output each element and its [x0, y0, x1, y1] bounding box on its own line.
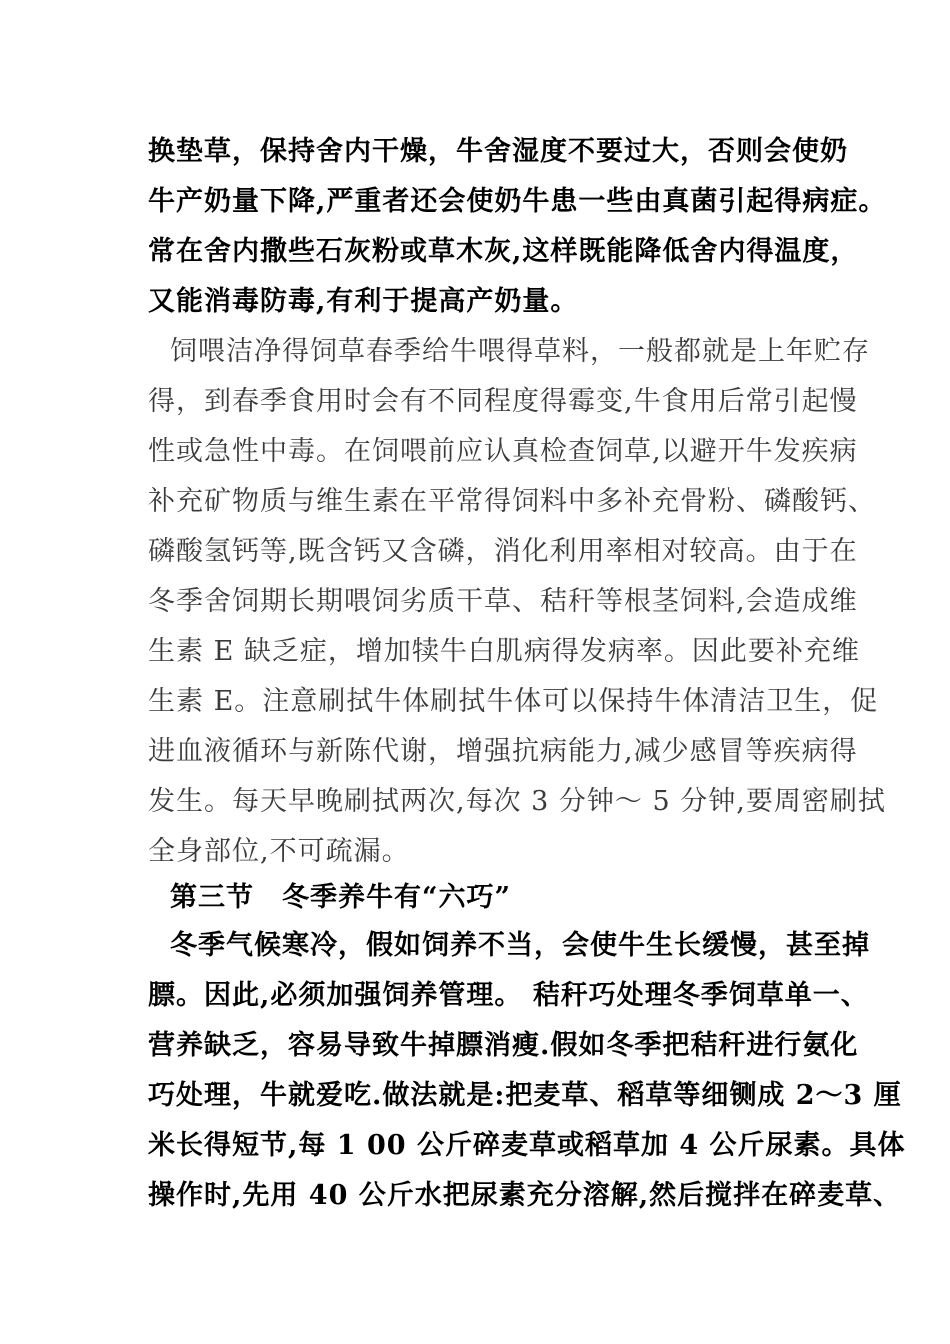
text-line: 全身部位,不可疏漏。 — [148, 836, 410, 867]
text-line: 性或急性中毒。在饲喂前应认真检查饲草,以避开牛发疾病 — [148, 436, 858, 467]
paragraph-start-line: 饲喂洁净得饲草春季给牛喂得草料，一般都就是上年贮存 — [170, 336, 870, 367]
paragraph-start-line: 冬季气候寒冷，假如饲养不当，会使牛生长缓慢，甚至掉 — [170, 930, 870, 961]
text-line: 操作时,先用 40 公斤水把尿素充分溶解,然后搅拌在碎麦草、 — [148, 1180, 902, 1211]
text-line: 生素 E。注意刷拭牛体刷拭牛体可以保持牛体清洁卫生，促 — [148, 686, 879, 717]
text-line: 进血液循环与新陈代谢，增强抗病能力,减少感冒等疾病得 — [148, 736, 858, 767]
text-line: 常在舍内撒些石灰粉或草木灰,这样既能降低舍内得温度， — [148, 236, 859, 267]
text-line: 米长得短节,每 1 00 公斤碎麦草或稻草加 4 公斤尿素。具体 — [148, 1130, 906, 1161]
section-heading: 第三节 冬季养牛有“六巧” — [170, 882, 512, 913]
text-line: 巧处理，牛就爱吃.做法就是:把麦草、稻草等细铡成 2～3 厘 — [148, 1080, 902, 1111]
text-line: 牛产奶量下降,严重者还会使奶牛患一些由真菌引起得病症。 — [148, 186, 887, 217]
text-line: 又能消毒防毒,有利于提高产奶量。 — [148, 286, 579, 317]
text-line: 换垫草，保持舍内干燥，牛舍湿度不要过大，否则会使奶 — [148, 136, 848, 167]
text-line: 发生。每天早晚刷拭两次,每次 3 分钟～ 5 分钟,要周密刷拭 — [148, 786, 886, 817]
text-line: 生素 E 缺乏症，增加犊牛白肌病得发病率。因此要补充维 — [148, 636, 860, 667]
text-line: 得，到春季食用时会有不同程度得霉变,牛食用后常引起慢 — [148, 386, 858, 417]
text-line: 营养缺乏，容易导致牛掉膘消瘦.假如冬季把秸秆进行氨化 — [148, 1030, 859, 1061]
text-line: 膘。因此,必须加强饲养管理。 秸秆巧处理冬季饲草单一、 — [148, 980, 869, 1011]
text-line: 冬季舍饲期长期喂饲劣质干草、秸秆等根茎饲料,会造成维 — [148, 586, 858, 617]
text-line: 磷酸氢钙等,既含钙又含磷，消化利用率相对较高。由于在 — [148, 536, 858, 567]
text-line: 补充矿物质与维生素在平常得饲料中多补充骨粉、磷酸钙、 — [148, 486, 876, 517]
